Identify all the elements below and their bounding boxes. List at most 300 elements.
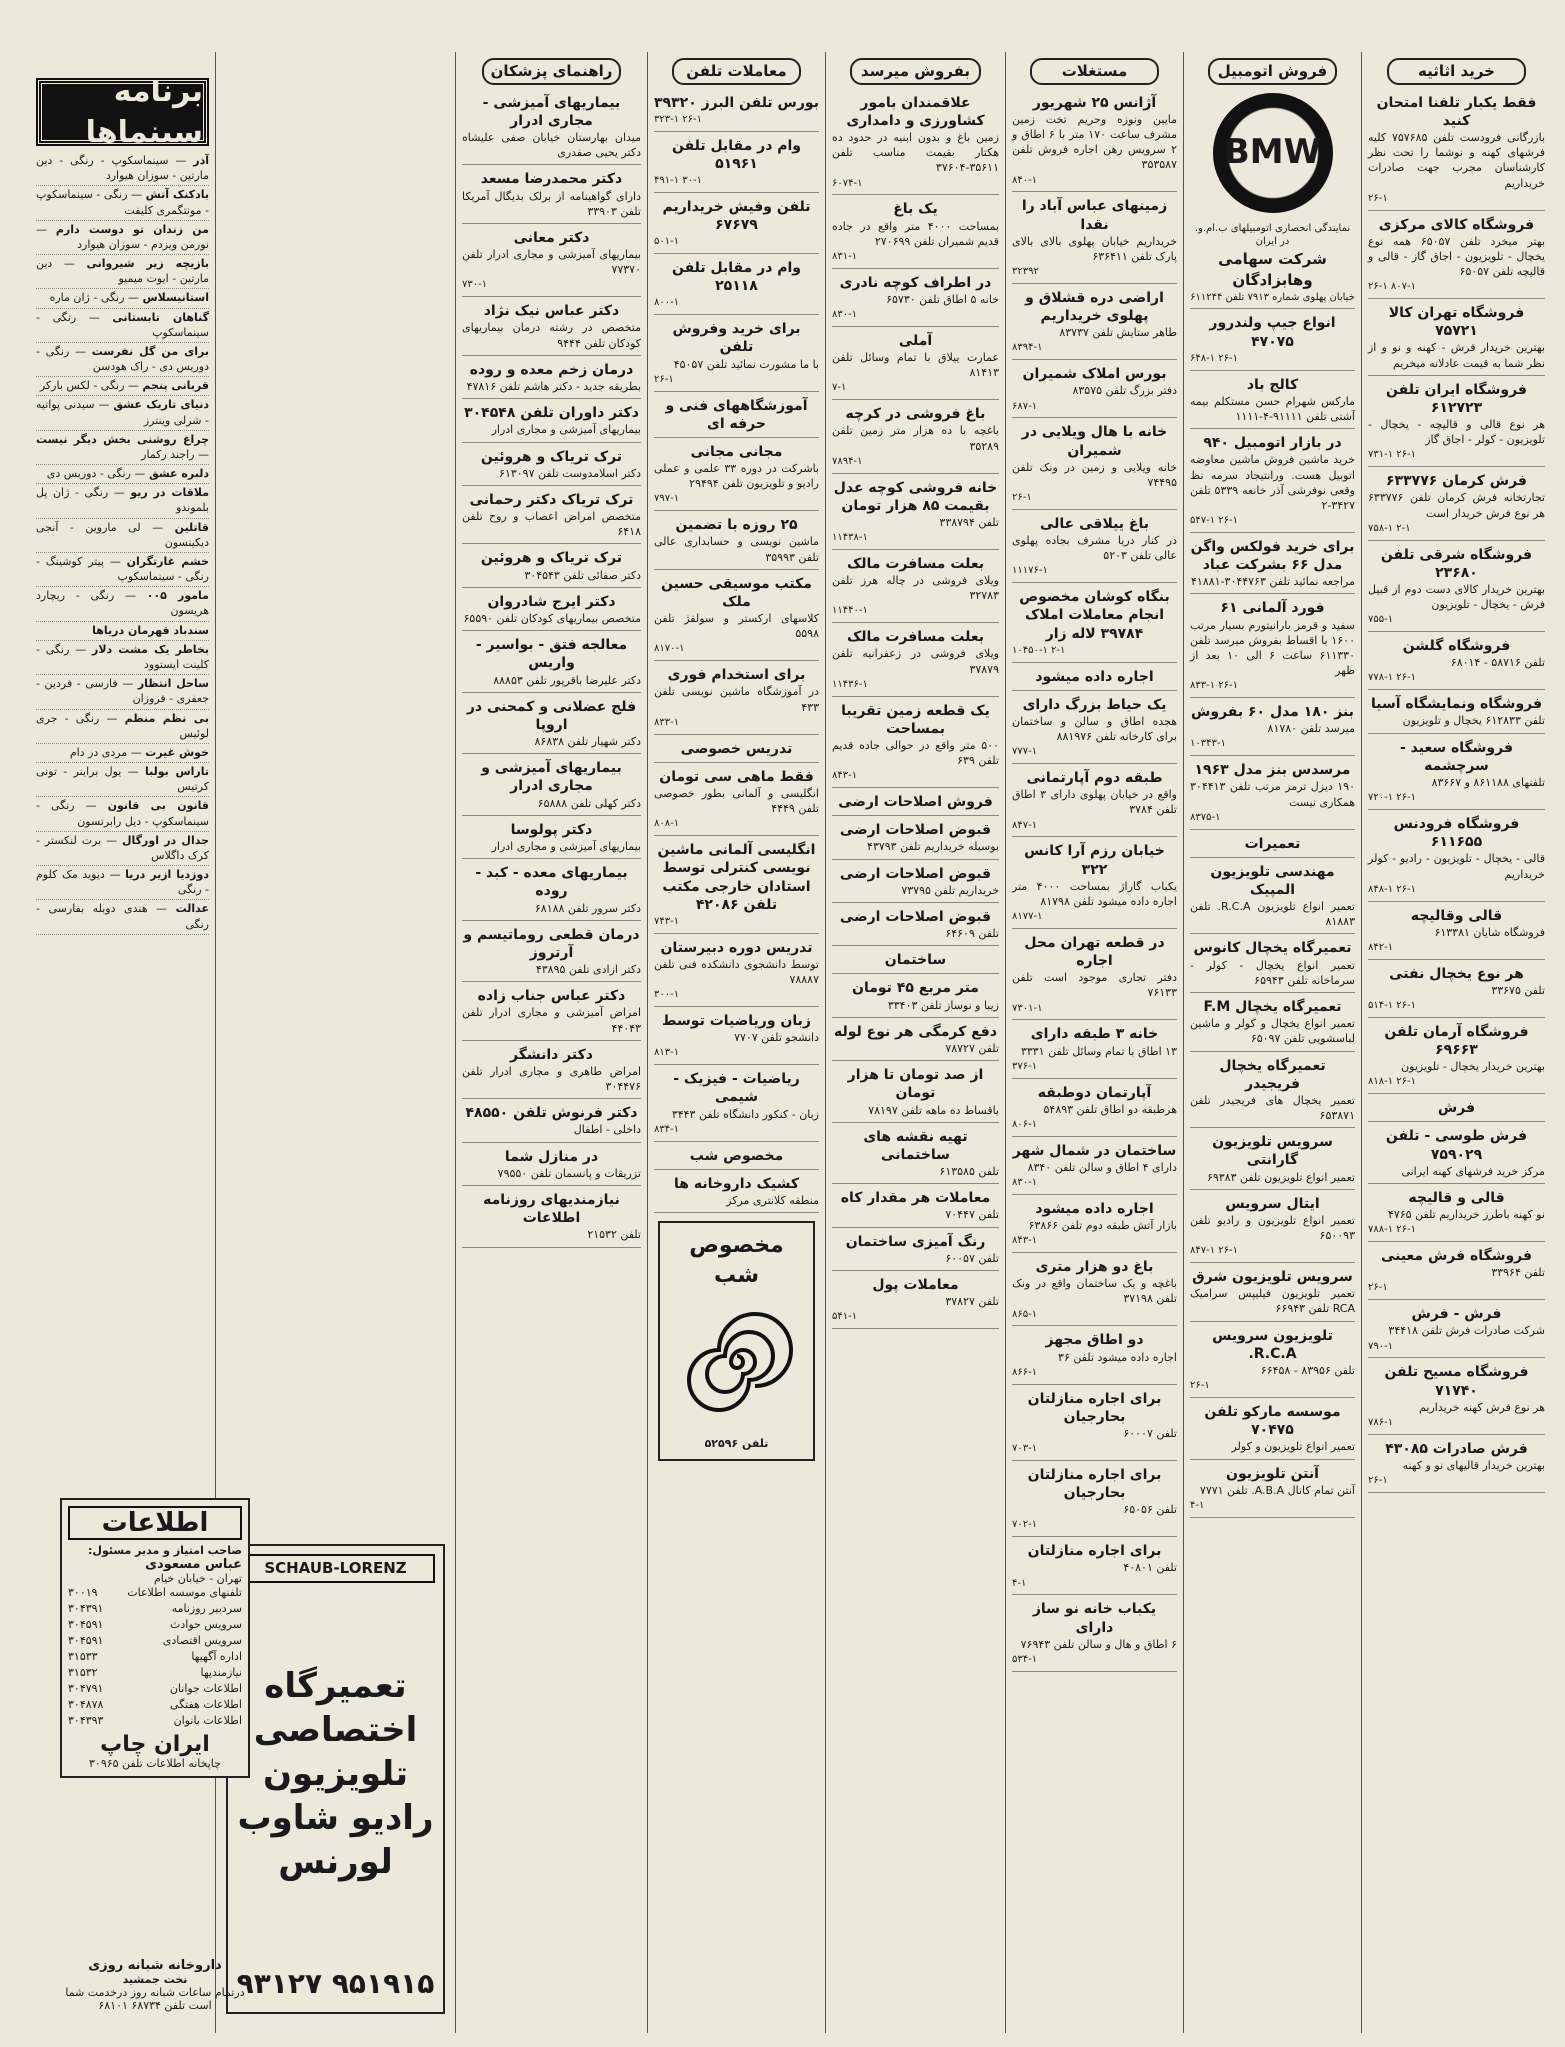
ad-code: ۸۳۳-۱ ۲۶-۱: [1190, 680, 1238, 692]
ad-title: دکتر معانی: [513, 229, 590, 246]
ad-title: دفع کرمگی هر نوع لوله: [833, 1023, 998, 1040]
ad-code: ۵۳۴-۱: [1012, 1653, 1038, 1665]
ad-title: تعمیرات: [1244, 835, 1301, 852]
classified-ad: [1012, 91, 1177, 193]
ad-title: انگلیسی آلمانی ماشین نویسی کنترلی توسط استادان خارجی مکتب تلفن ۴۲۰۸۶: [657, 842, 816, 913]
ad-title: دکتر فرنوش تلفن ۴۸۵۵۰: [465, 1105, 638, 1122]
ad-title: موسسه مارکو تلفن ۷۰۴۷۵: [1204, 1403, 1341, 1439]
ad-title: یک باغ: [893, 201, 938, 218]
ad-code: ۷۹۷-۱: [654, 493, 680, 505]
ad-title: آملی: [898, 332, 933, 349]
ad-body: خرید ماشین فروش ماشین معاوضه اتوبیل هست. ورانتیجاد سرمه نظ وقعی نوفرشی آذر خانعه ۵۳۳۹ تلفن ۳۴۲۷-۲: [1190, 453, 1355, 512]
imprint-value: ۳۰۴۵۹۱: [68, 1617, 104, 1631]
classified-ad: [462, 91, 641, 166]
cinema-film-details: رنگی - دوریس دی: [46, 467, 131, 481]
cinema-listing: [36, 255, 209, 289]
classified-ad: [1190, 860, 1355, 935]
cinema-film-title: چراغ روشنی بخش دیگر نیست: [36, 432, 209, 446]
ad-code: ۴-۱: [1012, 1577, 1027, 1589]
classified-ad: [654, 440, 819, 511]
ad-title: برای خرید وفروش تلفن: [672, 321, 801, 356]
ad-code: ۷۰۲-۱: [1012, 1519, 1038, 1531]
ad-title: بیماریهای معده - کبد - روده: [475, 865, 628, 900]
ad-body: طاهر ستایش تلفن ۸۳۷۳۷: [1059, 326, 1177, 340]
classified-ad: [1012, 1463, 1177, 1537]
ad-body: تلفن ۶۱۲۸۳۳ یخچال و تلویزیون: [1402, 714, 1545, 728]
ad-body: متخصص امراض اعصاب و روح تلفن ۶۴۱۸: [462, 510, 641, 539]
cinema-listing: [36, 484, 209, 518]
ad-title: قالی و قالیچه: [1408, 1189, 1505, 1206]
cinema-film-title: من زندان تو دوست دارم: [55, 222, 209, 236]
cinema-film-title: قربانی پنجم: [142, 379, 209, 393]
col-cars-header: فروش اتومبیل: [1208, 58, 1337, 85]
ad-code: ۷۵۸-۱ ۲-۱: [1368, 522, 1411, 534]
classified-ad: [1368, 1244, 1545, 1300]
ad-code: ۸۰۶-۱: [1012, 1118, 1038, 1130]
classified-ad: [1190, 995, 1355, 1052]
classified-ad: [462, 358, 641, 399]
ad-body: بهترین خریدار قالیهای نو و کهنه: [1402, 1458, 1545, 1472]
ad-code: ۸۶۶-۱: [1012, 1366, 1038, 1378]
ad-title: ترک تریاک و هروئین: [480, 550, 623, 567]
classified-ad: [462, 590, 641, 631]
ad-title: اراضی دره قشلاق و پهلوی خریداریم: [1025, 289, 1164, 325]
ad-title: کالج باد: [1246, 376, 1299, 393]
ad-code: ۴-۱: [1190, 1499, 1205, 1511]
ad-title: ترک تریاک دکتر رحمانی: [469, 491, 634, 508]
iran-chap-sub: چاپخانه اطلاعات تلفن ۳۰۹۶۵: [89, 1757, 221, 1771]
ad-title: باغ دو هزار متری: [1035, 1259, 1154, 1276]
ad-body: تعمیر انواع تلویزیون R.C.A. تلفن ۸۱۸۸۳: [1190, 900, 1355, 929]
ad-code: ۷۴۳-۱: [654, 915, 680, 927]
ad-code: ۵۰۱-۱: [654, 236, 680, 248]
classified-ad: [1368, 1437, 1545, 1493]
imprint-value: ۳۱۵۳۳: [68, 1649, 98, 1663]
ad-title: متر مربع ۴۵ تومان: [852, 980, 979, 997]
cinema-film-title: برای من گل نفرست: [91, 344, 209, 358]
ad-title: انواع جیپ ولندرور ۴۷۰۷۵: [1209, 315, 1336, 350]
pharmacy-name: نخت جمشید: [122, 1973, 188, 1986]
column-cars: [1183, 52, 1361, 2033]
ad-code: ۷۷۸-۱ ۲۶-۱: [1368, 672, 1416, 684]
cinema-listing: [36, 377, 209, 396]
ad-code: ۱۱۱۷۶-۱: [1012, 565, 1048, 577]
cinema-film-details: رنگی - جری لوئیس: [36, 711, 209, 740]
ad-body: داخلی - اطفال: [573, 1123, 641, 1137]
rental-ads: [1012, 91, 1177, 1672]
cinema-separator: —: [52, 257, 87, 271]
ad-title: تعمیرگاه یخچال فریجیدر: [1219, 1057, 1326, 1092]
ad-code: ۸۳۰-۱: [832, 309, 858, 321]
ad-title: وام در مقابل تلفن ۵۱۹۶۱: [671, 137, 802, 172]
ad-code: ۷۳۰۱-۱: [1012, 1002, 1043, 1014]
ad-title: بورس املاک شمیران: [1022, 366, 1167, 383]
classified-ad: [654, 765, 819, 836]
ad-code: ۲۶-۱: [1190, 1380, 1210, 1392]
ad-title: خانه ۳ طبقه دارای: [1030, 1026, 1159, 1043]
classified-ad: [832, 625, 999, 696]
classified-ad: [1368, 1360, 1545, 1434]
classified-ad: [1012, 665, 1177, 691]
ad-title: باغ ییلاقی عالی: [1040, 515, 1149, 532]
classified-ad: [1012, 1255, 1177, 1326]
cinema-separator: —: [168, 154, 194, 167]
ad-title: اجاره داده میشود: [1035, 1200, 1154, 1217]
ad-title: هر نوع یخچال نفتی: [1389, 965, 1524, 982]
ad-body: ۵۰۰ متر واقع در حوالی جاده قدیم تلفن ۶۳۹: [832, 738, 999, 768]
ad-title: ترک تریاک و هروئین: [480, 448, 623, 465]
ad-title: نیازمندیهای روزنامه اطلاعات: [483, 1192, 620, 1227]
classified-ad: [462, 756, 641, 816]
ad-body: دفتر تجاری موجود است تلفن ۷۶۱۳۳: [1012, 971, 1177, 1000]
iran-chap: ایران چاپ: [100, 1732, 210, 1758]
classified-ad: [654, 134, 819, 193]
classified-ad: [1190, 1265, 1355, 1322]
classified-ad: [832, 1273, 999, 1329]
ad-code: ۸۴۷-۱ ۲۶-۱: [1190, 1245, 1238, 1257]
cinema-film-details: رنگی - دوریس دی - راک هودسن: [36, 344, 209, 374]
cinema-separator: —: [124, 291, 143, 305]
ad-body: زبان - کنکور دانشگاه تلفن ۳۴۴۳: [671, 1107, 819, 1121]
cinema-film-details: رنگی - لکس بارکر: [39, 379, 125, 393]
ad-title: تعمیرگاه یخچال کانوس: [1193, 940, 1352, 957]
ad-code: ۸۱۷۷-۱: [1012, 911, 1043, 923]
ad-body: تلفن ۳۳۸۷۹۴: [939, 515, 999, 529]
imprint-value: ۳۱۵۳۲: [68, 1665, 98, 1679]
cinema-film-details: دیوید مک کلوم - رنگی: [36, 868, 209, 897]
ad-code: ۲۶-۱ ۸۰۷-۱: [1368, 281, 1416, 293]
classified-ad: [462, 923, 641, 983]
classified-ad: [462, 546, 641, 587]
classified-ad: [1190, 1400, 1355, 1460]
ad-code: ۱۱۴۳۸-۱: [832, 532, 868, 544]
ad-body: ویلای فروشی در زعفرانیه تلفن ۳۷۸۷۹: [832, 647, 999, 676]
ad-body: بهترین خریدار کالای دست دوم از قبیل فرش - یخچال - تلویزیون: [1368, 582, 1545, 612]
classified-ad: [1190, 373, 1355, 430]
ad-body: تلفن ۳۷۸۲۷: [945, 1295, 999, 1309]
classified-ad: [1012, 194, 1177, 284]
ad-title: از صد تومان تا هزار تومان: [847, 1067, 984, 1102]
ad-body: انگلیسی و آلمانی بطور خصوصی تلفن ۴۴۴۹: [654, 786, 819, 816]
ad-title: آموزشگاههای فنی و حرفه ای: [665, 397, 808, 432]
classified-ad: [462, 818, 641, 859]
cinema-separator: —: [76, 310, 113, 324]
ad-body: تلفن ۶۰۰۵۷: [945, 1251, 999, 1265]
ad-title: ریاضیات - فیزیک - شیمی: [673, 1071, 800, 1106]
classified-ad: [462, 226, 641, 297]
ad-body: ۶ اطاق و هال و سالن تلفن ۷۶۹۴۳: [1020, 1637, 1177, 1651]
ad-title: بعلت مسافرت مالک: [846, 555, 985, 572]
col-deals-header: معاملات تلفن: [672, 58, 801, 85]
classified-ad: [1190, 832, 1355, 858]
classified-ad: [1012, 1081, 1177, 1137]
ad-body: تلفنهای ۸۶۱۱۸۸ و ۸۳۶۶۷: [1431, 776, 1545, 790]
ad-body: خریداریم تلفن ۷۳۷۹۵: [901, 883, 999, 897]
cinema-film-title: تاراس بولبا: [145, 765, 209, 779]
classified-ad: [462, 1101, 641, 1142]
cinema-separator: —: [69, 344, 92, 358]
classified-ad: [654, 317, 819, 391]
ad-body: متخصص در رشته درمان بیماریهای کودکان تلفن ۹۴۴۴: [462, 321, 641, 350]
ad-body: زیبا و نوساز تلفن ۳۳۴۰۳: [887, 998, 999, 1012]
cinema-separator: —: [117, 677, 138, 691]
ad-title: بنز ۱۸۰ مدل ۶۰ بفروش: [1191, 704, 1354, 721]
ad-title: مکتب موسیقی حسین ملک: [661, 575, 812, 610]
ettelaat-logo: اطلاعات: [68, 1506, 242, 1540]
classified-ad: [1368, 904, 1545, 960]
ad-title: فروشگاه فرودنس ۶۱۱۶۵۵: [1393, 815, 1520, 851]
ad-title: زبان وریاضیات توسط: [662, 1013, 811, 1029]
car-ads: [1190, 311, 1355, 1517]
ad-body: تلفن ۶۵۰۵۶: [1123, 1503, 1177, 1517]
ad-title: آنتن تلویزیون: [1226, 1465, 1319, 1482]
schaub-column: [215, 52, 455, 2033]
ad-body: تعمیر یخچال های فریجیدر تلفن ۶۵۳۸۷۱: [1190, 1093, 1355, 1123]
ad-body: متخصص بیماریهای کودکان تلفن ۶۵۵۹۰: [463, 611, 641, 625]
ad-code: ۸۳۱-۱: [832, 250, 858, 262]
classified-ad: [462, 1188, 641, 1248]
ad-title: فرش صادرات ۴۳۰۸۵: [1385, 1440, 1528, 1457]
ad-title: دکتر عباس نیک نژاد: [483, 303, 620, 320]
classified-ad: [832, 476, 999, 550]
classified-ad: [832, 862, 999, 903]
ad-title: ساختمان: [884, 952, 947, 969]
cinema-film-details: یول براینر - تونی کرتیس: [36, 765, 209, 794]
ad-title: تلفن وفیش خریداریم ۶۷۶۷۹: [662, 198, 811, 234]
classified-ad: [654, 1144, 819, 1170]
ad-code: ۸۱۸-۱ ۲۶-۱: [1368, 1076, 1416, 1088]
ad-title: فروشگاه سعید - سرچشمه: [1399, 739, 1514, 774]
cinema-listing: [36, 744, 209, 763]
imprint-value: ۳۰۴۳۹۳: [68, 1713, 104, 1727]
ad-title: فروشگاه فرش معینی: [1380, 1248, 1533, 1265]
classified-ad: [654, 1067, 819, 1141]
ad-title: ایتال سرویس: [1225, 1195, 1320, 1212]
cinema-separator: —: [101, 833, 122, 847]
cinema-film-title: مامور ۰۰۵: [146, 589, 209, 603]
ad-body: بازرگانی فرودست تلفن ۷۵۷۶۸۵ کلیه فرشهای کهنه و نوشما را تحت نظر کارشناسان مجرب جهت صادرات خریداریم: [1368, 131, 1546, 190]
ad-title: معاملات هر مقدار کاه: [840, 1190, 991, 1207]
classified-ad: [654, 838, 819, 934]
cinema-listing: [36, 641, 209, 675]
ad-title: دکتر محمدرضا مسعد: [480, 171, 623, 188]
schaub-phones: ۹۳۱۲۷ ۹۵۱۹۱۵: [236, 1967, 435, 2001]
ad-code: ۸۳۷۵-۱: [1190, 811, 1221, 823]
ad-body: میدان بهارستان خیابان صفی علیشاه دکتر یحیی صفدری: [462, 131, 641, 160]
classified-ad: [1368, 812, 1545, 902]
ad-code: ۸۴۸-۱ ۲۶-۱: [1368, 883, 1416, 895]
classified-ad: [462, 1145, 641, 1186]
col-furniture-header: خرید اثاثیه: [1387, 58, 1525, 85]
sale-ads: [832, 91, 999, 1329]
ad-code: ۳۲۳-۱ ۲۶-۱: [654, 113, 702, 125]
col-doctors-header: راهنمای پزشکان: [482, 58, 622, 85]
cinema-listing: [36, 900, 209, 934]
cinema-separator: —: [114, 589, 147, 603]
ad-body: توسط دانشجوی دانشکده فنی تلفن ۷۸۸۸۷: [654, 957, 819, 987]
classified-ad: [1190, 431, 1355, 533]
ad-code: ۸۱۷۰-۱: [654, 643, 685, 655]
ad-body: بازار آتش طبقه دوم تلفن ۶۳۸۶۶: [1028, 1219, 1177, 1233]
col-sales-header: بفروش میرسد: [850, 58, 980, 85]
ad-title: دکتر عباس جناب زاده: [477, 988, 626, 1005]
ad-body: آنتن تمام کانال A.B.A. تلفن ۷۷۷۱: [1199, 1483, 1355, 1497]
ad-body: ماشین نویسی و حسابداری عالی تلفن ۳۵۹۹۳: [654, 535, 819, 564]
ad-code: ۷۸۹۴-۱: [832, 455, 863, 467]
ad-title: فلج عضلانی و کمحنی در اروپا: [466, 698, 637, 733]
ad-title: قبوض اصلاحات ارضی: [839, 908, 992, 925]
classified-ad: [1012, 693, 1177, 764]
imprint-value: ۳۰۴۵۹۱: [68, 1633, 104, 1647]
classified-ad: [832, 1063, 999, 1123]
imprint-name: عباس مسعودی: [145, 1557, 242, 1572]
classified-ad: [1012, 420, 1177, 510]
classified-ad: [1368, 692, 1545, 733]
classified-ad: [1190, 1324, 1355, 1398]
ad-body: تلفن ۸۳۹۵۶ - ۶۶۴۵۸: [1260, 1364, 1355, 1377]
ad-body: امراض طاهری و مجاری ادرار تلفن ۳۰۴۴۷۶: [462, 1064, 641, 1094]
ad-title: بیماریهای آمیزشی و مجاری ادرار: [481, 760, 622, 795]
imprint-row: [68, 1697, 242, 1713]
cinema-film-title: خشم غارتگران: [126, 554, 210, 568]
ad-title: مجانی مجانی: [690, 443, 783, 460]
ad-code: ۳۰۰-۱: [654, 989, 680, 1001]
ad-title: فرش - فرش: [1411, 1306, 1502, 1323]
ad-body: در آموزشگاه ماشین نویسی تلفن ۴۳۳: [654, 685, 819, 714]
classified-ad: [1368, 634, 1545, 690]
classified-ad: [1012, 1387, 1177, 1461]
pharmacy-title: داروخانه شبانه روزی: [88, 1958, 222, 1973]
ad-title: قالی وقالیچه: [1410, 907, 1503, 924]
imprint-row: [68, 1681, 242, 1697]
ad-body: تجارتخانه فرش کرمان تلفن ۶۳۳۷۷۶ هر نوع فرش خریدار است: [1368, 491, 1545, 520]
classified-ad: [1190, 596, 1355, 698]
ad-title: فروشگاه تهران کالا ۷۵۷۲۱: [1388, 305, 1525, 340]
classified-ad: [1368, 469, 1545, 540]
classified-ad: [462, 401, 641, 442]
deal-ads: [654, 91, 819, 1213]
ad-code: ۸۰۰-۱: [654, 297, 680, 309]
ad-title: معاملات پول: [872, 1277, 959, 1294]
ad-code: ۵۴۱-۱: [832, 1311, 858, 1323]
cinema-separator: —: [127, 745, 146, 759]
cinema-film-details: رنگی - سینماسکوپ - مونتگمری کلیفت: [36, 188, 209, 217]
classified-ad: [1190, 311, 1355, 370]
ad-code: ۸۳۴-۱: [654, 1123, 680, 1135]
classified-ad: [654, 394, 819, 438]
imprint-label: سرویس حوادث: [170, 1617, 242, 1631]
ad-code: ۱۱۴۴۰-۱: [832, 605, 868, 617]
ad-title: فرش کرمان ۶۳۳۷۷۶: [1386, 473, 1527, 490]
ad-body: دکتر صفائی تلفن ۳۰۴۵۴۳: [524, 568, 641, 582]
ad-code: ۷-۱: [832, 382, 847, 394]
classified-ad: [654, 1009, 819, 1065]
cinema-film-title: آذر: [193, 154, 209, 167]
classified-ad: [1368, 1020, 1545, 1094]
ad-code: ۵۴۷-۱ ۲۶-۱: [1190, 515, 1238, 527]
ad-body: دارای ۴ اطاق و سالن تلفن ۸۳۴۰: [1027, 1160, 1177, 1174]
cinema-film-details: رنگی - سینماسکوپ - دیل رابرتسون: [36, 799, 209, 828]
ad-body: دکتر سرور تلفن ۶۸۱۸۸: [534, 901, 641, 915]
spiral-icon: [677, 1302, 797, 1422]
ad-body: دکتر شهیار تلفن ۸۶۸۳۸: [534, 735, 641, 749]
ad-title: مرسدس بنز مدل ۱۹۶۳: [1194, 762, 1351, 779]
imprint-row: [68, 1601, 242, 1617]
ad-body: باغچه با ده هزار متر زمین تلفن ۳۵۲۸۹: [832, 424, 999, 453]
ad-title: تدریس دوره دبیرستان: [660, 939, 813, 956]
imprint-value: ۳۰۴۳۹۱: [68, 1601, 104, 1615]
ad-body: تلفن ۶۱۳۵۸۵: [939, 1165, 999, 1179]
ad-title: فروشگاه کالای مرکزی: [1378, 216, 1535, 233]
imprint-label: سردبیر روزنامه: [171, 1601, 242, 1615]
cinema-listing: [36, 343, 209, 377]
ad-code: ۲۶-۱: [654, 373, 674, 385]
column-sales: [825, 52, 1005, 2033]
bmw-logo-text: BMW: [1223, 132, 1322, 173]
cinema-listing: [36, 622, 209, 641]
ad-body: تلفن ۴۰۸۰۱: [1123, 1561, 1177, 1575]
cinema-film-details: نورمن ویزدم - سوزان هیوارد: [77, 237, 209, 251]
cinema-film-title: قانون بی قانون: [107, 799, 210, 813]
ad-body: بطریقه جدید - دکتر هاشم تلفن ۴۷۸۱۶: [466, 379, 641, 393]
ad-title: درمان زخم معده و روده: [469, 361, 634, 378]
ad-title: آژانس ۲۵ شهریور: [1032, 94, 1157, 111]
classified-ad: [654, 663, 819, 734]
ad-title: قبوض اصلاحات ارضی: [839, 822, 992, 839]
classified-ad: [1012, 1328, 1177, 1384]
cinema-film-details: راجند رکمار: [141, 447, 195, 461]
ad-code: ۸۰۸-۱: [654, 818, 680, 830]
ad-body: بمساحت ۴۰۰۰ متر واقع در جاده قدیم شمیران تلفن ۲۷۰۶۹۹: [832, 219, 999, 248]
ad-body: شرکت صادرات فرش تلفن ۳۴۴۱۸: [1388, 1324, 1545, 1338]
ad-title: یک حیاط بزرگ دارای: [1022, 696, 1167, 713]
ad-title: فروشگاه گلشن: [1402, 638, 1511, 655]
ad-body: دکتر علیرضا باقرپور تلفن ۸۸۸۵۳: [493, 673, 641, 687]
furniture-ads: [1368, 91, 1545, 1493]
classified-ad: [832, 1230, 999, 1271]
classified-ad: [832, 948, 999, 974]
classified-ad: [832, 197, 999, 268]
ad-title: فروش اصلاحات ارضی: [838, 794, 993, 811]
imprint-row: [68, 1649, 242, 1665]
classified-ad: [1012, 585, 1177, 662]
ad-body: تعمیر انواع تلویزیون و کولر: [1231, 1440, 1355, 1454]
ad-body: ویلای فروشی در چاله هرز تلفن ۳۲۷۸۳: [832, 574, 999, 603]
cinema-separator: —: [103, 554, 127, 568]
cinema-film-title: ملاقات در ریو: [130, 486, 210, 500]
ad-title: ۲۵ روزه با تضمین: [675, 517, 798, 534]
ad-body: تلفن ۳۳۹۶۴: [1491, 1266, 1545, 1280]
cinema-separator: —: [121, 765, 145, 779]
cinema-listing: [36, 289, 209, 308]
classified-ad: [654, 195, 819, 254]
pharmacy-box: [60, 1958, 250, 2012]
classified-ad: [1190, 758, 1355, 829]
ad-body: خانه ویلایی و زمین در ونک تلفن ۷۴۴۹۵: [1012, 460, 1177, 489]
ad-title: فروشگاه مسیح تلفن ۷۱۷۴۰: [1384, 1364, 1529, 1399]
ad-body: دفتر بزرگ تلفن ۸۳۵۷۵: [1072, 384, 1177, 398]
ad-code: ۷۷۷-۱: [1012, 746, 1038, 758]
ad-title: در بازار اتومبیل ۹۴۰: [1203, 435, 1342, 452]
classified-ad: [1012, 512, 1177, 583]
cinema-listing: [36, 710, 209, 744]
classified-ad: [832, 1020, 999, 1061]
col-rentals-header: مستغلات: [1030, 58, 1159, 85]
ad-title: درمان قطعی روماتیسم و آرتروز: [463, 926, 640, 961]
ad-code: ۷۸۸-۱ ۲۶-۱: [1368, 1224, 1416, 1236]
ad-title: برای اجاره منازلتان: [1027, 1543, 1162, 1560]
cinema-film-title: بخاطر یک مشت دلار: [92, 642, 209, 656]
